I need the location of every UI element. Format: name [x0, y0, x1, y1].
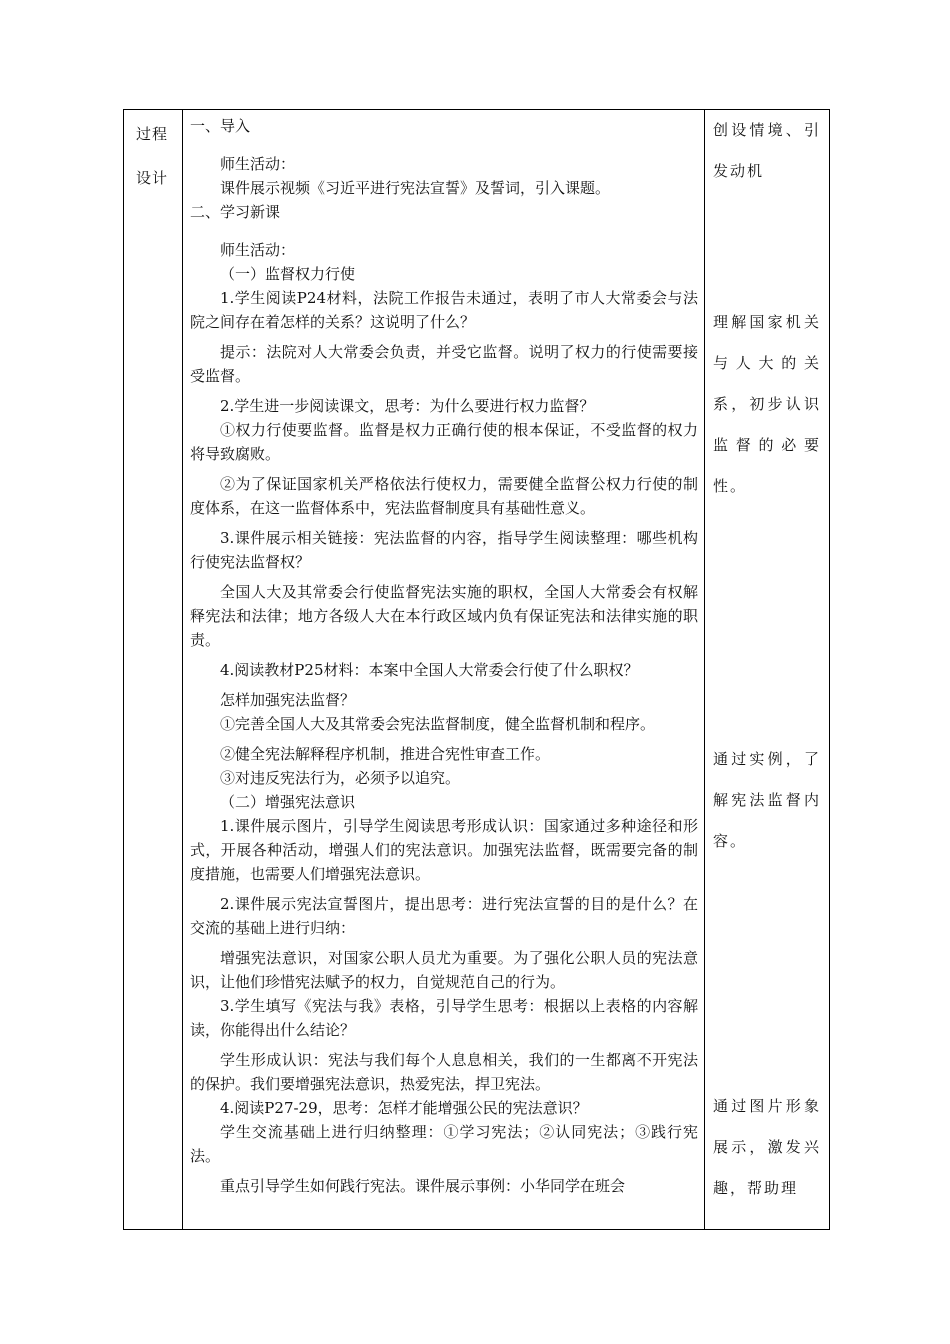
paragraph: 学生形成认识：宪法与我们每个人息息相关，我们的一生都离不开宪法的保护。我们要增强宪法意识，热爱宪法，捍卫宪法。: [190, 1051, 698, 1093]
paragraph: ②为了保证国家机关严格依法行使权力，需要健全监督公权力行使的制度体系，在这一监督体系中，宪法监督制度具有基础性意义。: [190, 475, 698, 517]
paragraph: 2.课件展示宪法宣誓图片，提出思考：进行宪法宣誓的目的是什么？在交流的基础上进行归纳：: [190, 895, 698, 937]
table-row: [124, 110, 830, 1230]
paragraph: 1.课件展示图片，引导学生阅读思考形成认识：国家通过多种途径和形式，开展各种活动，增强人们的宪法意识。加强宪法监督，既需要完备的制度措施，也需要人们增强宪法意识。: [190, 817, 698, 883]
paragraph: 重点引导学生如何践行宪法。课件展示事例：小华同学在班会: [220, 1177, 626, 1195]
design-notes: [705, 110, 829, 1209]
paragraph: ①完善全国人大及其常委会宪法监督制度，健全监督机制和程序。: [220, 715, 656, 733]
paragraph: 3.课件展示相关链接：宪法监督的内容，指导学生阅读整理：哪些机构行使宪法监督权？: [190, 529, 698, 571]
paragraph: 师生活动：: [220, 155, 296, 173]
heading-intro: 一、导入: [190, 117, 251, 135]
section-label-line-2: 设计: [136, 169, 169, 187]
paragraph: ①权力行使要监督。监督是权力正确行使的根本保证，不受监督的权力将导致腐败。: [190, 421, 698, 463]
paragraph: ③对违反宪法行为，必须予以追究。: [220, 769, 461, 787]
section-label-line-1: 过程: [136, 125, 169, 143]
paragraph: 4.阅读教材P25材料：本案中全国人大常委会行使了什么职权？: [220, 661, 639, 679]
paragraph: 课件展示视频《习近平进行宪法宣誓》及誓词，引入课题。: [220, 179, 611, 197]
paragraph: 学生交流基础上进行归纳整理：①学习宪法；②认同宪法；③践行宪法。: [190, 1123, 698, 1165]
paragraph: 全国人大及其常委会行使监督宪法实施的职权，全国人大常委会有权解释宪法和法律；地方各级人大在本行政区域内负有保证宪法和法律实施的职责。: [190, 583, 698, 649]
paragraph: 3.学生填写《宪法与我》表格，引导学生思考：根据以上表格的内容解读，你能得出什么结论？: [190, 997, 698, 1039]
note-supervision: 理解国家机关与人大的关系，初步认识监督的必要性。: [713, 313, 821, 495]
paragraph: 4.阅读P27-29，思考：怎样才能增强公民的宪法意识？: [220, 1099, 588, 1117]
paragraph: 增强宪法意识，对国家公职人员尤为重要。为了强化公职人员的宪法意识，让他们珍惜宪法赋予的权力，自觉规范自己的行为。: [190, 949, 698, 991]
paragraph: 提示：法院对人大常委会负责，并受它监督。说明了权力的行使需要接受监督。: [190, 343, 698, 385]
paragraph: 师生活动：: [220, 241, 296, 259]
lesson-plan-table: [123, 109, 830, 1230]
subheading-supervision: （一）监督权力行使: [220, 265, 356, 283]
section-label: [124, 110, 182, 200]
section-label-cell: [124, 110, 183, 1230]
paragraph: ②健全宪法解释程序机制，推进合宪性审查工作。: [220, 745, 551, 763]
note-intro: 创设情境、引发动机: [713, 121, 821, 180]
notes-cell: [705, 110, 830, 1230]
subheading-awareness: （二）增强宪法意识: [220, 793, 356, 811]
paragraph: 2.学生进一步阅读课文，思考：为什么要进行权力监督？: [220, 397, 595, 415]
heading-new-lesson: 二、学习新课: [190, 203, 281, 221]
note-examples: 通过实例，了解宪法监督内容。: [713, 750, 821, 850]
paragraph: 怎样加强宪法监督？: [220, 691, 356, 709]
lesson-content: [183, 110, 704, 1198]
note-images: 通过图片形象展示，激发兴趣，帮助理: [713, 1097, 821, 1197]
paragraph: 1.学生阅读P24材料，法院工作报告未通过，表明了市人大常委会与法院之间存在着怎样的关系？这说明了什么？: [190, 289, 698, 331]
content-cell: [183, 110, 705, 1230]
